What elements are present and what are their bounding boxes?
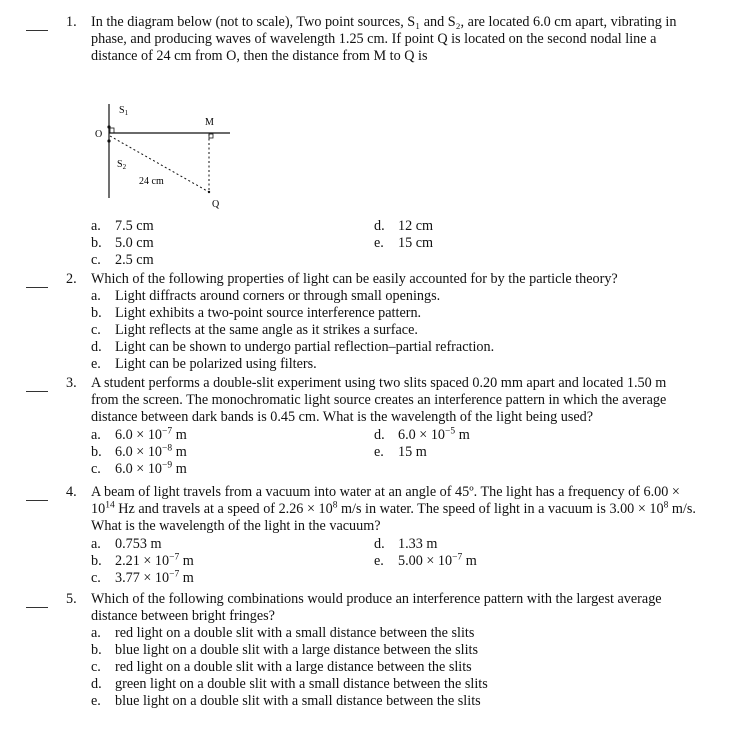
option-5b: b. blue light on a double slit with a large distance between the slits	[91, 642, 479, 658]
option-2d: d. Light can be shown to undergo partial reflection–partial refraction.	[91, 339, 495, 355]
question-number: 5.	[66, 591, 77, 607]
q-point	[208, 191, 210, 193]
option-2b: b. Light exhibits a two-point source interference pattern.	[91, 305, 422, 321]
label-s1: $S_1$	[119, 105, 129, 117]
s2-source	[107, 139, 110, 142]
answer-blank-1[interactable]	[26, 30, 48, 31]
question-number: 1.	[66, 14, 77, 30]
option-3b: b. $6.0 \times 10^{-8}$ m	[91, 443, 187, 460]
option-2c: c. Light reflects at the same angle as it strikes a surface.	[91, 322, 418, 338]
question-number: 2.	[66, 271, 77, 287]
question-stem: Which of the following properties of light can be easily accounted for by the particle theory?	[91, 271, 618, 287]
s1-source	[107, 125, 110, 128]
option-2a: a. Light diffracts around corners or through small openings.	[91, 288, 441, 304]
option-1b: b. 5.0 cm	[91, 235, 154, 251]
option-5e: e. blue light on a double slit with a small distance between the slits	[91, 693, 481, 709]
answer-blank-3[interactable]	[26, 391, 48, 392]
option-2e: e. Light can be polarized using filters.	[91, 356, 317, 372]
question-stem: In the diagram below (not to scale), Two point sources, S₁ and S₂, are located 6.0 cm apart, vibrating in phase, and producing waves of wavelength 1.25 cm. If point Q is located on the second nodal line a distance of 24 cm from O, then the distance from M to Q is	[91, 14, 677, 64]
answer-blank-2[interactable]	[26, 287, 48, 288]
option-1e: e. 15 cm	[374, 235, 434, 251]
two-source-diagram	[88, 100, 248, 212]
answer-blank-5[interactable]	[26, 607, 48, 608]
option-5d: d. green light on a double slit with a small distance between the slits	[91, 676, 488, 692]
label-o: O	[95, 129, 103, 140]
option-1d: d. 12 cm	[374, 218, 434, 234]
label-m: M	[205, 117, 214, 128]
option-5a: a. red light on a double slit with a small distance between the slits	[91, 625, 475, 641]
question-number: 3.	[66, 375, 77, 391]
answer-blank-4[interactable]	[26, 500, 48, 501]
label-distance: 24 cm	[139, 176, 164, 187]
question-stem: Which of the following combinations would produce an interference pattern with the largest average distance between bright fringes?	[91, 591, 662, 624]
option-4b: b. $2.21 \times 10^{-7}$ m	[91, 552, 194, 569]
option-4a: a. 0.753 m	[91, 536, 162, 552]
question-stem: A beam of light travels from a vacuum into water at an angle of 45º. The light has a frequency of 6.00 × $10^{14}$ Hz and travels at a speed of $2.26 \times 10^8$ m/s in water. The speed of light in a vacuum is $3.00 \times 10^8$ m/s. What is the wavelength of the light in the vacuum?	[91, 484, 696, 534]
option-5c: c. red light on a double slit with a large distance between the slits	[91, 659, 472, 675]
option-4c: c. $3.77 \times 10^{-7}$ m	[91, 569, 194, 586]
option-1a: a. 7.5 cm	[91, 218, 154, 234]
option-4e: e. $5.00 \times 10^{-7}$ m	[374, 552, 477, 569]
option-3a: a. $6.0 \times 10^{-7}$ m	[91, 426, 187, 443]
option-3e: e. 15 m	[374, 444, 427, 460]
question-number: 4.	[66, 484, 77, 500]
option-3c: c. $6.0 \times 10^{-9}$ m	[91, 460, 187, 477]
question-stem: A student performs a double-slit experiment using two slits spaced 0.20 mm apart and located 1.50 m from the screen. The monochromatic light source creates an interference pattern in which the average distance between dark bands is 0.45 cm. What is the wavelength of the light being used?	[91, 375, 667, 425]
option-3d: d. $6.0 \times 10^{-5}$ m	[374, 426, 470, 443]
label-s2: $S_2$	[117, 159, 127, 171]
option-1c: c. 2.5 cm	[91, 252, 154, 268]
option-4d: d. 1.33 m	[374, 536, 438, 552]
label-q: Q	[212, 199, 220, 210]
